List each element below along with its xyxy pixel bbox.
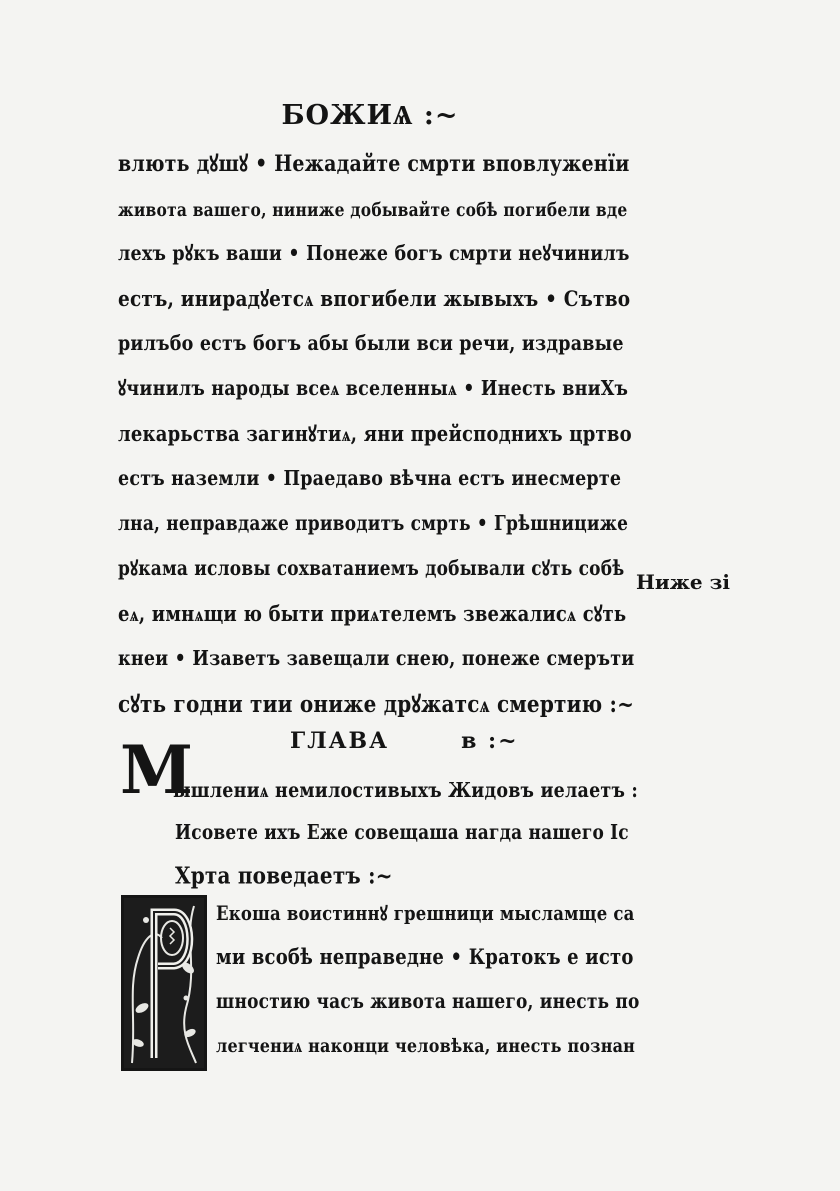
summary-line: Хрта поведаетъ :~ — [175, 860, 393, 890]
text-line: живота вашего, ниниже добывайте собѣ погибели вде — [118, 198, 628, 221]
summary-line: ышлениѧ немилостивыхъ Жидовъ иелаетъ : — [173, 779, 639, 803]
text-line: лна, неправдаже приводитъ смрть • Грѣшнициже — [118, 512, 629, 536]
text-line: лекарьства загинꙋтиѧ, яни прейсподнихъ цртво — [118, 422, 632, 447]
text-line: еѧ, имнѧщи ю быти приѧтелемъ звежалисѧ сꙋть — [118, 602, 627, 627]
text-line: сꙋть годни тии ониже дрꙋжатсѧ смертию :~ — [118, 689, 635, 719]
text-line: Екоша воистиннꙋ грешници мысламще са — [216, 902, 635, 925]
text-line: естъ, инирадꙋетсѧ впогибели жывыхъ • Сътво — [118, 287, 631, 312]
ornament-vine-icon — [124, 898, 204, 1068]
running-head: БОЖИѦ :~ — [281, 100, 459, 131]
chapter-initial-letter: М — [120, 731, 194, 809]
margin-note: Ниже зі — [636, 570, 730, 594]
text-line: легчениѧ наконци человѣка, инесть познан — [216, 1034, 636, 1057]
decorated-initial-r — [121, 895, 207, 1071]
text-line: ꙋчинилъ народы всеѧ вселенныѧ • Инесть вниХъ — [118, 377, 629, 401]
main-text-block — [118, 142, 638, 727]
chapter-label: ГЛАВА — [290, 728, 390, 754]
summary-line: Исовете ихъ Еже совещаша нагда нашего Іс — [175, 821, 629, 845]
text-line: шностию часъ живота нашего, инесть по — [216, 990, 640, 1014]
text-line: лехъ рꙋкъ ваши • Понеже богъ смрти неꙋчинилъ — [118, 242, 630, 266]
second-text-block — [216, 892, 646, 1068]
text-line: кнеи • Изаветъ завещали снею, понеже смеръти — [118, 647, 635, 671]
chapter-summary — [175, 770, 645, 896]
chapter-number: в :~ — [461, 728, 519, 754]
text-line: рꙋкама исловы сохватаниемъ добывали сꙋть собѣ — [118, 557, 625, 581]
text-line: ми всобѣ неправедне • Кратокъ е исто — [216, 945, 634, 970]
text-line: естъ наземли • Праедаво вѣчна естъ инесмерте — [118, 467, 622, 491]
chapter-heading — [290, 728, 519, 754]
text-line: влють дꙋшꙋ • Нежадайте смрти вповлуженїи — [118, 150, 630, 177]
text-line: рилъбо естъ богъ абы были вси речи, издравые — [118, 332, 624, 356]
